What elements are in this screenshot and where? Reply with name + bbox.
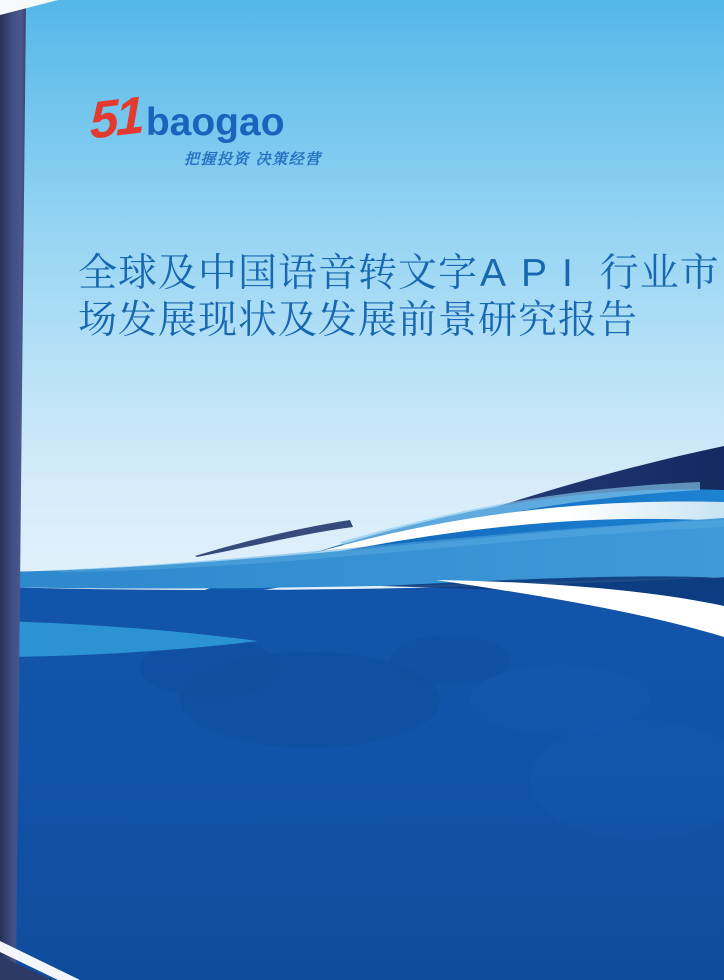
title-line-1-post: 行业市 xyxy=(587,252,720,295)
logo-tagline: 把握投资 决策经营 xyxy=(184,151,322,168)
title-line-1-api: API xyxy=(480,252,588,295)
report-title xyxy=(78,250,720,344)
logo-name-baogao: baogao xyxy=(145,101,285,144)
title-line-2: 场发展现状及发展前景研究报告 xyxy=(78,299,639,342)
title-line-1-pre: 全球及中国语音转文字 xyxy=(78,252,479,295)
brand-logo xyxy=(89,86,322,169)
logo-wordmark xyxy=(89,86,322,151)
title-line-1 xyxy=(78,250,720,297)
logo-prefix-51: 51 xyxy=(89,86,142,151)
